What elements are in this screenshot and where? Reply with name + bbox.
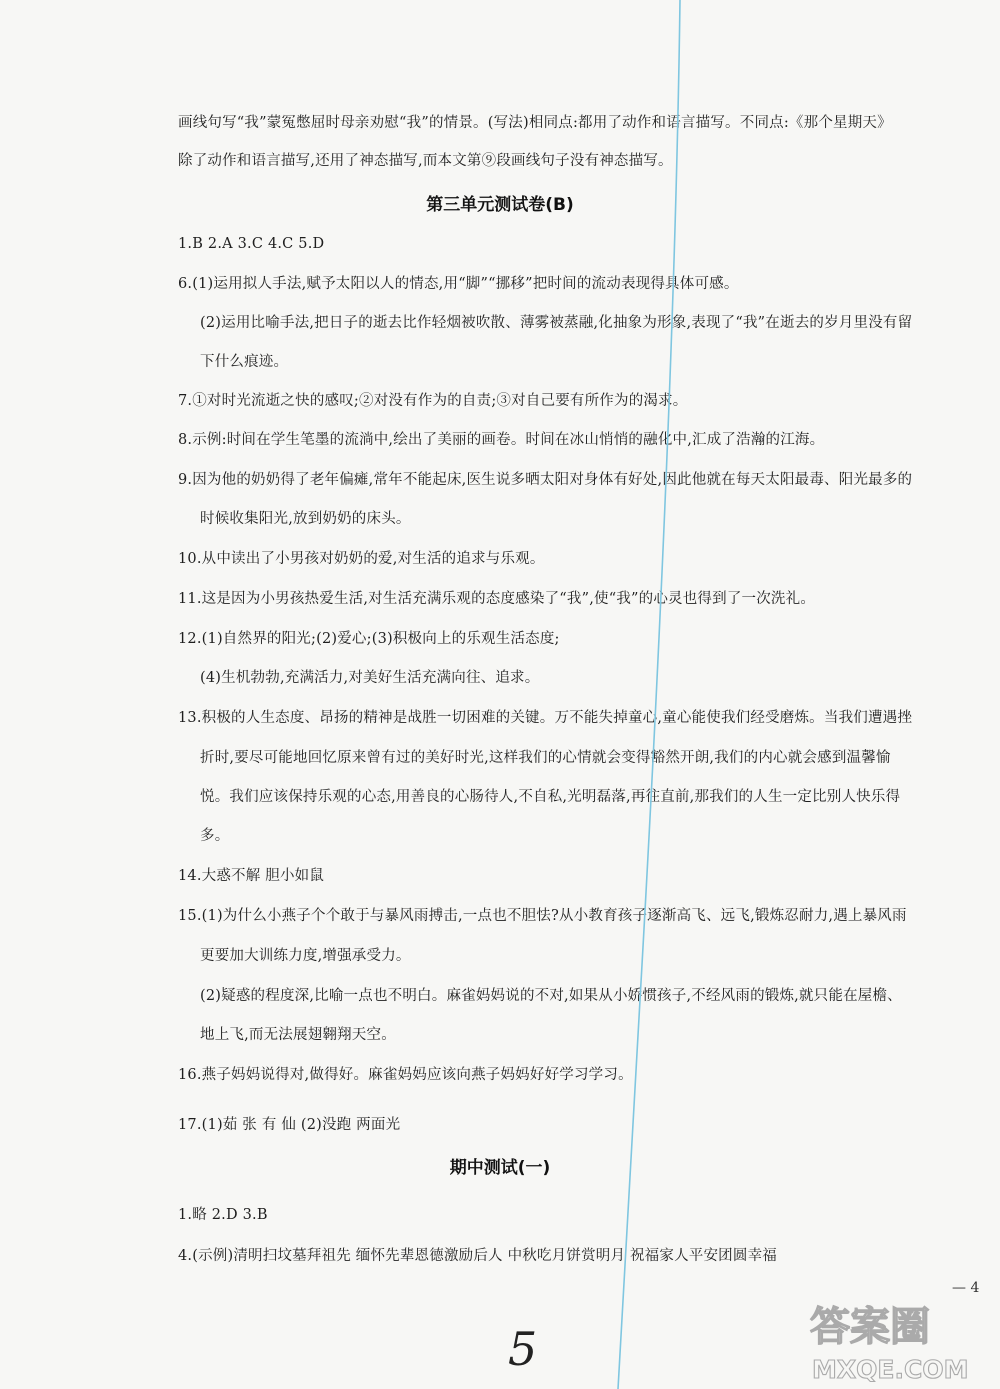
answer-line: 15.(1)为什么小燕子个个敢于与暴风雨搏击,一点也不胆怯?从小教育孩子逐渐高飞、远飞,锻炼忍耐力,遇上暴风雨 — [178, 908, 907, 924]
answer-line: 多。 — [200, 828, 230, 844]
watermark-logo — [800, 1290, 980, 1385]
answer-line: 7.①对时光流逝之快的感叹;②对没有作为的自责;③对自己要有所作为的渴求。 — [178, 393, 688, 409]
answer-line: (2)疑惑的程度深,比喻一点也不明白。麻雀妈妈说的不对,如果从小娇惯孩子,不经风雨的锻炼,就只能在屋檐、 — [200, 988, 902, 1004]
section-title-midterm: 期中测试(一) — [449, 1158, 551, 1178]
answer-line: (2)运用比喻手法,把日子的逝去比作轻烟被吹散、薄雾被蒸融,化抽象为形象,表现了“我”在逝去的岁月里没有留 — [200, 315, 913, 331]
answer-line: 更要加大训练力度,增强承受力。 — [200, 948, 411, 964]
answer-line: 地上飞,而无法展翅翱翔天空。 — [200, 1027, 396, 1043]
intro-line-1: 画线句写“我”蒙冤憋屈时母亲劝慰“我”的情景。(写法)相同点:都用了动作和语言描写。不同点:《那个星期天》 — [178, 115, 892, 131]
answer-line: 11.这是因为小男孩热爱生活,对生活充满乐观的态度感染了“我”,使“我”的心灵也得到了一次洗礼。 — [178, 591, 816, 607]
handwritten-mark — [500, 1320, 550, 1380]
answer-line: 14.大惑不解 胆小如鼠 — [178, 868, 325, 884]
page-number: — 4 — [952, 1280, 980, 1296]
intro-line-2: 除了动作和语言描写,还用了神态描写,而本文第⑨段画线句子没有神态描写。 — [178, 153, 673, 169]
answer-line: (4)生机勃勃,充满活力,对美好生活充满向往、追求。 — [200, 670, 540, 686]
answer-line: 8.示例:时间在学生笔墨的流淌中,绘出了美丽的画卷。时间在冰山悄悄的融化中,汇成了浩瀚的江海。 — [178, 432, 825, 448]
svg-text:5: 5 — [508, 1322, 538, 1376]
answer-line: 4.(示例)清明扫坟墓拜祖先 缅怀先辈恩德激励后人 中秋吃月饼赏明月 祝福家人平安团圆幸福 — [178, 1248, 777, 1264]
section-title-unit3-b: 第三单元测试卷(B) — [426, 195, 574, 215]
answer-line: 6.(1)运用拟人手法,赋予太阳以人的情态,用“脚”“挪移”把时间的流动表现得具体可感。 — [178, 276, 739, 292]
answer-line: 10.从中读出了小男孩对奶奶的爱,对生活的追求与乐观。 — [178, 551, 545, 567]
answer-line: 12.(1)自然界的阳光;(2)爱心;(3)积极向上的乐观生活态度; — [178, 631, 560, 647]
answer-line: 9.因为他的奶奶得了老年偏瘫,常年不能起床,医生说多晒太阳对身体有好处,因此他就在每天太阳最毒、阳光最多的 — [178, 472, 913, 488]
answer-line: 17.(1)茹 张 有 仙 (2)没跑 两面光 — [178, 1117, 401, 1133]
answer-line: 悦。我们应该保持乐观的心态,用善良的心肠待人,不自私,光明磊落,再往直前,那我们的人生一定比别人快乐得 — [200, 789, 901, 805]
answer-line: 1.略 2.D 3.B — [178, 1207, 268, 1223]
answer-line: 折时,要尽可能地回忆原来曾有过的美好时光,这样我们的心情就会变得豁然开朗,我们的内心就会感到温馨愉 — [200, 750, 891, 766]
answer-line: 下什么痕迹。 — [200, 354, 289, 370]
svg-text:MXQE.COM: MXQE.COM — [812, 1355, 969, 1384]
answer-line: 13.积极的人生态度、昂扬的精神是战胜一切困难的关键。万不能失掉童心,童心能使我们经受磨炼。当我们遭遇挫 — [178, 710, 913, 726]
answer-line: 时候收集阳光,放到奶奶的床头。 — [200, 511, 411, 527]
svg-text:答案圈: 答案圈 — [810, 1304, 930, 1350]
answer-line: 16.燕子妈妈说得对,做得好。麻雀妈妈应该向燕子妈妈好好学习学习。 — [178, 1067, 633, 1083]
answer-line: 1.B 2.A 3.C 4.C 5.D — [178, 236, 325, 252]
